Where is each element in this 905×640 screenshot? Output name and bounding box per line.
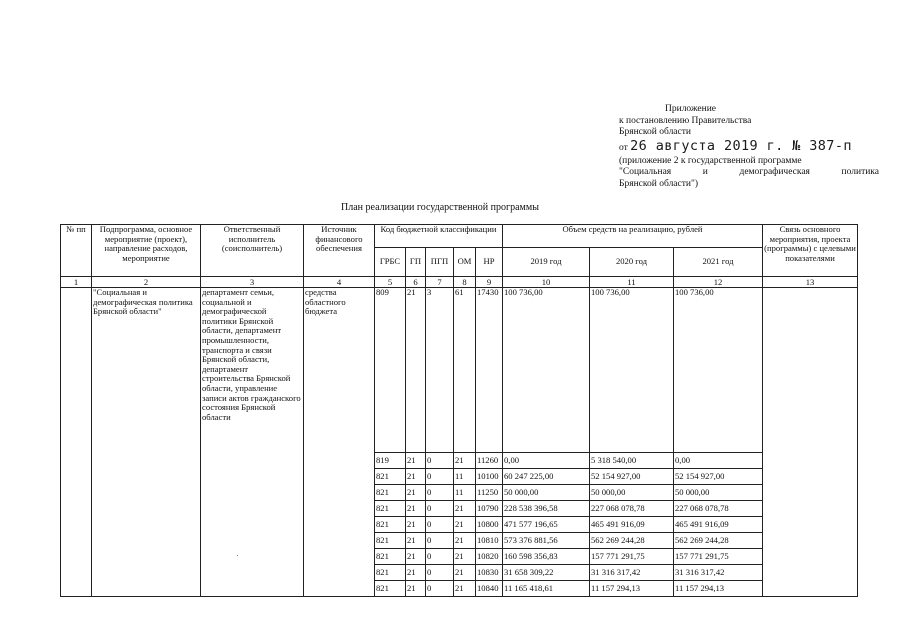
column-number: 8 [454,277,476,288]
cell-om: 21 [454,453,476,469]
appendix-title: Приложение [665,104,716,114]
cell-gp: 21 [406,565,426,581]
column-number: 3 [201,277,304,288]
table-row [61,288,858,453]
cell-2021: 100 736,00 [674,288,763,453]
header-grbs: ГРБС [375,248,406,277]
handwritten-date: 26 августа 2019 г. № 387-п [630,137,852,154]
cell-2019: 160 598 356,83 [503,549,590,565]
cell-gp: 21 [406,485,426,501]
header-2021: 2021 год [674,248,763,277]
header-volume: Объем средств на реализацию, рублей [503,225,763,248]
header-row-1 [61,225,858,248]
cell-2019: 471 577 196,65 [503,517,590,533]
appendix-line-5: "Социальная и демографическая политика [619,167,879,177]
cell-2021: 52 154 927,00 [674,469,763,485]
cell-2021: 50 000,00 [674,485,763,501]
cell-2021: 0,00 [674,453,763,469]
cell-pgp: 0 [426,501,454,517]
cell-gp: 21 [406,469,426,485]
cell-om: 11 [454,485,476,501]
cell-om: 21 [454,565,476,581]
cell-grbs: 821 [375,533,406,549]
header-om: ОМ [454,248,476,277]
cell-2020: 50 000,00 [590,485,674,501]
cell-pgp: 0 [426,565,454,581]
cell-grbs: 821 [375,517,406,533]
cell-grbs: 821 [375,469,406,485]
cell-pgp: 0 [426,549,454,565]
cell-np: 10840 [476,581,503,597]
column-number: 9 [476,277,503,288]
column-number: 6 [406,277,426,288]
cell-np: 11260 [476,453,503,469]
cell-grbs: 821 [375,549,406,565]
cell-np: 10810 [476,533,503,549]
appendix-line-2: Брянской области [619,127,691,137]
cell-2019: 11 165 418,61 [503,581,590,597]
cell-grbs: 821 [375,485,406,501]
cell-np: 10800 [476,517,503,533]
cell-pgp: 3 [426,288,454,453]
column-number: 5 [375,277,406,288]
cell-grbs: 821 [375,581,406,597]
cell-gp: 21 [406,549,426,565]
cell-2021: 227 068 078,78 [674,501,763,517]
header-gp: ГП [406,248,426,277]
column-number: 11 [590,277,674,288]
cell-om: 21 [454,549,476,565]
cell-grbs: 809 [375,288,406,453]
cell-2019: 60 247 225,00 [503,469,590,485]
cell-pgp: 0 [426,517,454,533]
cell-grbs: 821 [375,565,406,581]
cell-2019: 228 538 396,58 [503,501,590,517]
cell-2019: 50 000,00 [503,485,590,501]
main-subprogram: "Социальная и демографическая политика Брянской области" [92,288,201,597]
cell-2021: 465 491 916,09 [674,517,763,533]
cell-2020: 157 771 291,75 [590,549,674,565]
header-executor: Ответственный исполнитель (соисполнитель) [201,225,304,277]
appendix-date-line [619,139,879,156]
cell-np: 10100 [476,469,503,485]
cell-2021: 11 157 294,13 [674,581,763,597]
plan-table [60,224,858,597]
cell-2019: 573 376 881,56 [503,533,590,549]
cell-2021: 31 316 317,42 [674,565,763,581]
header-subprogram: Подпрограмма, основное мероприятие (проект), направление расходов, мероприятие [92,225,201,277]
column-number: 2 [92,277,201,288]
header-pgp: ПГП [426,248,454,277]
cell-2020: 52 154 927,00 [590,469,674,485]
date-prefix: от [619,142,628,153]
cell-grbs: 821 [375,501,406,517]
cell-pgp: 0 [426,485,454,501]
cell-pgp: 0 [426,581,454,597]
cell-2020: 100 736,00 [590,288,674,453]
cell-om: 21 [454,581,476,597]
header-source: Источник финансового обеспечения [304,225,375,277]
column-number: 13 [763,277,858,288]
column-number: 12 [674,277,763,288]
cell-2020: 227 068 078,78 [590,501,674,517]
cell-gp: 21 [406,581,426,597]
header-num: № пп [61,225,92,277]
cell-np: 17430 [476,288,503,453]
appendix-line-1: к постановлению Правительства [619,115,752,126]
cell-np: 10830 [476,565,503,581]
cell-2020: 5 318 540,00 [590,453,674,469]
column-number: 10 [503,277,590,288]
cell-np: 10820 [476,549,503,565]
cell-2019: 31 658 309,22 [503,565,590,581]
plan-title: План реализации государственной программы [341,202,539,213]
column-number: 4 [304,277,375,288]
header-2019: 2019 год [503,248,590,277]
appendix-line-4: (приложение 2 к государственной программе [619,155,802,166]
cell-om: 21 [454,533,476,549]
cell-om: 11 [454,469,476,485]
scan-speck [237,555,238,556]
appendix-line-6: Брянской области") [619,178,699,189]
cell-om: 21 [454,501,476,517]
cell-2020: 31 316 317,42 [590,565,674,581]
header-budget-code: Код бюджетной классификации [375,225,503,248]
cell-2019: 0,00 [503,453,590,469]
cell-2021: 157 771 291,75 [674,549,763,565]
column-number: 7 [426,277,454,288]
cell-pgp: 0 [426,469,454,485]
cell-gp: 21 [406,501,426,517]
main-executor: департамент семьи, социальной и демографической политики Брянской области, департамент промышленности, транспорта и связи Брянской области, департамент строительства Брянской области, управление записи актов гражданского состояния Брянской области [201,288,304,597]
main-source: средства областного бюджета [304,288,375,597]
cell-pgp: 0 [426,453,454,469]
cell-gp: 21 [406,533,426,549]
cell-2020: 465 491 916,09 [590,517,674,533]
cell-grbs: 819 [375,453,406,469]
cell-np: 10790 [476,501,503,517]
cell-2019: 100 736,00 [503,288,590,453]
cell-2021: 562 269 244,28 [674,533,763,549]
cell-np: 11250 [476,485,503,501]
header-link: Связь основного мероприятия, проекта (программы) с целевыми показателями [763,225,858,277]
cell-pgp: 0 [426,533,454,549]
cell-om: 61 [454,288,476,453]
header-2020: 2020 год [590,248,674,277]
main-link [763,288,858,597]
column-number-row [61,277,858,288]
column-number: 1 [61,277,92,288]
cell-2020: 562 269 244,28 [590,533,674,549]
main-num [61,288,92,597]
appendix-block [619,104,879,190]
header-np: НР [476,248,503,277]
cell-gp: 21 [406,453,426,469]
cell-gp: 21 [406,288,426,453]
cell-gp: 21 [406,517,426,533]
cell-2020: 11 157 294,13 [590,581,674,597]
cell-om: 21 [454,517,476,533]
